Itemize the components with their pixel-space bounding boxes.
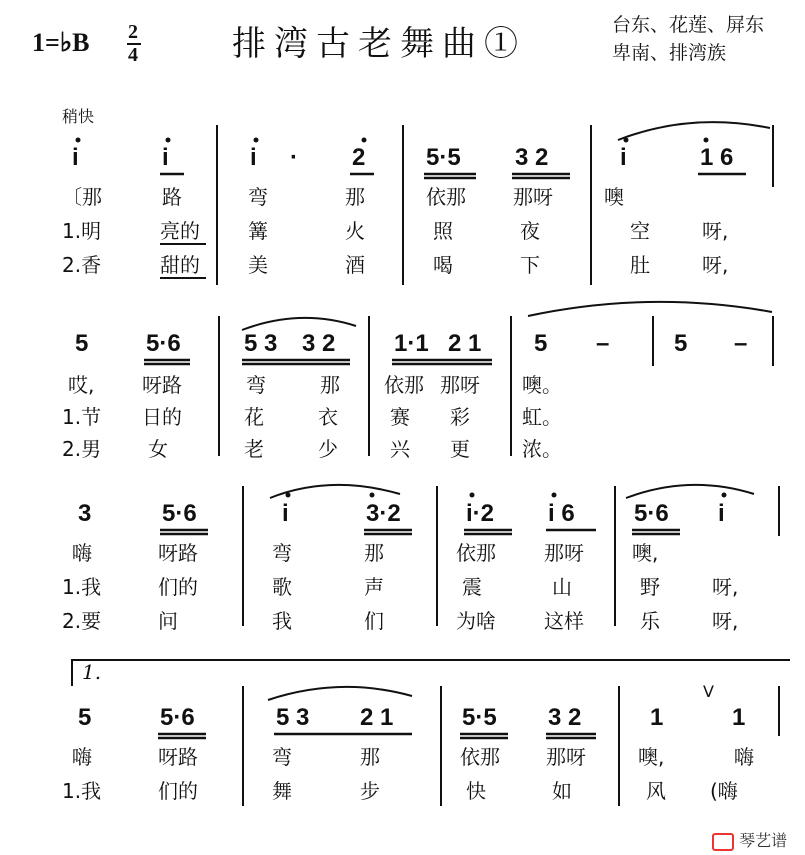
lyric-line: 甜的 xyxy=(160,253,200,277)
note: – xyxy=(596,330,610,357)
lyric-line: 喝 xyxy=(433,253,453,277)
lyric-line: 弯 xyxy=(272,745,292,769)
lyric-line: 噢 xyxy=(604,185,624,209)
lyric-line: 依那 xyxy=(460,745,500,769)
lyric-line: 路 xyxy=(162,185,182,209)
note: 3 xyxy=(78,500,92,527)
lyric-line: 酒 xyxy=(345,253,365,277)
origin-line-1: 台东、花莲、屏东 xyxy=(612,14,765,36)
note: 5·6 xyxy=(634,500,669,527)
slurs-and-ties xyxy=(242,122,772,700)
note: i xyxy=(162,144,169,171)
lyric-line: 快 xyxy=(466,779,486,803)
lyric-line: 1.节 xyxy=(62,405,102,429)
lyric-line: 肚 xyxy=(630,253,650,277)
note: 1·1 xyxy=(394,330,429,357)
note: 5 xyxy=(75,330,89,357)
lyric-line: 依那 xyxy=(456,541,496,565)
lyric-line: 1.我 xyxy=(62,575,102,599)
lyric-line: 2.香 xyxy=(62,253,102,277)
note: i xyxy=(620,144,627,171)
time-signature-top: 2 xyxy=(128,21,138,43)
note: 2 1 xyxy=(448,330,482,357)
lyric-line: 弯 xyxy=(248,185,268,209)
lyric-line: 〔那 xyxy=(62,185,102,209)
lyric-line: 弯 xyxy=(246,373,266,397)
note: 5·6 xyxy=(162,500,197,527)
lyric-line: 2.要 xyxy=(62,609,102,633)
lyric-line: 山 xyxy=(552,575,572,599)
lyric-line: 哎, xyxy=(68,373,95,397)
lyric-line: 1.我 xyxy=(62,779,102,803)
note: i 6 xyxy=(548,500,575,527)
lyric-line: 彩 xyxy=(450,405,470,429)
lyric-line: 呀, xyxy=(702,253,729,277)
note: 1 xyxy=(650,704,664,731)
lyric-line: 呀路 xyxy=(158,745,198,769)
lyric-line: 乐 xyxy=(640,609,660,633)
note: i xyxy=(282,500,289,527)
lyric-line: 那 xyxy=(360,745,380,769)
lyric-line: 那 xyxy=(320,373,340,397)
lyric-line: 赛 xyxy=(390,405,410,429)
lyric-line: 照 xyxy=(433,219,453,243)
lyric-line: 风 xyxy=(646,779,666,803)
lyric-line: 那呀 xyxy=(544,541,584,565)
note: 3 2 xyxy=(548,704,582,731)
lyric-line: 呀, xyxy=(712,575,739,599)
lyric-line: 嗨 xyxy=(734,745,754,769)
lyric-line: 那呀 xyxy=(513,185,553,209)
volta-label: 1. xyxy=(82,660,102,684)
note: 5·5 xyxy=(462,704,497,731)
lyric-line: 老 xyxy=(244,437,264,461)
lyric-line: 歌 xyxy=(272,575,292,599)
note: 1 xyxy=(732,704,746,731)
lyric-line: 们的 xyxy=(158,779,198,803)
note: 3·2 xyxy=(366,500,401,527)
lyric-line: 女 xyxy=(148,437,168,461)
lyric-line: 那 xyxy=(345,185,365,209)
lyric-line: 日的 xyxy=(142,405,182,429)
note: – xyxy=(734,330,748,357)
lyric-line: 步 xyxy=(360,779,380,803)
lyric-line: 兴 xyxy=(390,437,410,461)
origin-line-2: 卑南、排湾族 xyxy=(612,42,727,64)
rhythm-underlines xyxy=(144,174,746,738)
lyric-line: 更 xyxy=(450,437,470,461)
lyric-line: 夜 xyxy=(520,219,540,243)
lyric-line: 我 xyxy=(272,609,292,633)
lyric-line: 问 xyxy=(158,609,178,633)
lyric-line: 火 xyxy=(345,219,365,243)
lyric-line: 那 xyxy=(364,541,384,565)
lyric-line: 浓。 xyxy=(522,437,562,461)
note: 5 3 xyxy=(244,330,278,357)
key-signature: 1=♭B xyxy=(32,28,90,57)
lyric-line: 舞 xyxy=(272,779,292,803)
note: 5 3 xyxy=(276,704,310,731)
song-title: 排湾古老舞曲① xyxy=(232,24,526,64)
lyric-line: 虹。 xyxy=(522,405,562,429)
lyric-brace-marks xyxy=(160,244,206,278)
lyric-line: 呀, xyxy=(712,609,739,633)
lyric-line: 如 xyxy=(552,779,572,803)
lyric-line: 篝 xyxy=(248,219,268,243)
note: 5 xyxy=(78,704,92,731)
note: i xyxy=(250,144,257,171)
note: 5·5 xyxy=(426,144,461,171)
note-dot: · xyxy=(290,144,298,171)
note: 2 xyxy=(352,144,366,171)
lyric-line: 噢, xyxy=(632,541,659,565)
lyric-line: 1.明 xyxy=(62,219,102,243)
lyric-line: 嗨 xyxy=(72,745,92,769)
watermark-logo xyxy=(712,828,787,851)
lyric-line: 野 xyxy=(640,575,660,599)
lyric-line: 那呀 xyxy=(546,745,586,769)
lyric-line: 花 xyxy=(244,405,264,429)
lyric-line: 呀路 xyxy=(158,541,198,565)
lyric-line: 噢, xyxy=(638,745,665,769)
lyric-line: 为啥 xyxy=(456,609,496,633)
note: 5 xyxy=(534,330,548,357)
lyric-line: 弯 xyxy=(272,541,292,565)
lyric-line: 震 xyxy=(462,575,482,599)
breath-mark: V xyxy=(703,682,714,701)
lyric-line: 亮的 xyxy=(160,219,200,243)
lyric-line: 衣 xyxy=(318,405,338,429)
lyric-line: 们 xyxy=(364,609,384,633)
lyric-line: 声 xyxy=(364,575,384,599)
time-signature-bottom: 4 xyxy=(128,44,138,66)
note: 1 6 xyxy=(700,144,734,171)
lyric-line: 依那 xyxy=(426,185,466,209)
lyric-line: 们的 xyxy=(158,575,198,599)
lyric-line: 少 xyxy=(318,437,338,461)
lyric-line: (嗨 xyxy=(710,779,738,803)
lyric-line: 依那 xyxy=(384,373,424,397)
lyric-line: 美 xyxy=(248,253,268,277)
lyric-line: 呀路 xyxy=(142,373,182,397)
note: 5·6 xyxy=(160,704,195,731)
octave-dots xyxy=(76,138,727,498)
lyric-line: 嗨 xyxy=(72,541,92,565)
lyric-line: 空 xyxy=(630,219,650,243)
note: i xyxy=(718,500,725,527)
lyric-line: 2.男 xyxy=(62,437,102,461)
lyric-line: 那呀 xyxy=(440,373,480,397)
note: 5 xyxy=(674,330,688,357)
lyric-line: 呀, xyxy=(702,219,729,243)
lyric-line: 下 xyxy=(520,253,540,277)
note: i·2 xyxy=(466,500,495,527)
tempo-marking: 稍快 xyxy=(62,107,95,126)
watermark-text: 琴艺谱 xyxy=(739,831,788,850)
note: i xyxy=(72,144,79,171)
volta-bracket xyxy=(72,660,790,686)
lyric-line: 这样 xyxy=(544,609,584,633)
note: 5·6 xyxy=(146,330,181,357)
note: 2 1 xyxy=(360,704,394,731)
lyric-line: 噢。 xyxy=(522,373,562,397)
note: 3 2 xyxy=(302,330,336,357)
note: 3 2 xyxy=(515,144,549,171)
